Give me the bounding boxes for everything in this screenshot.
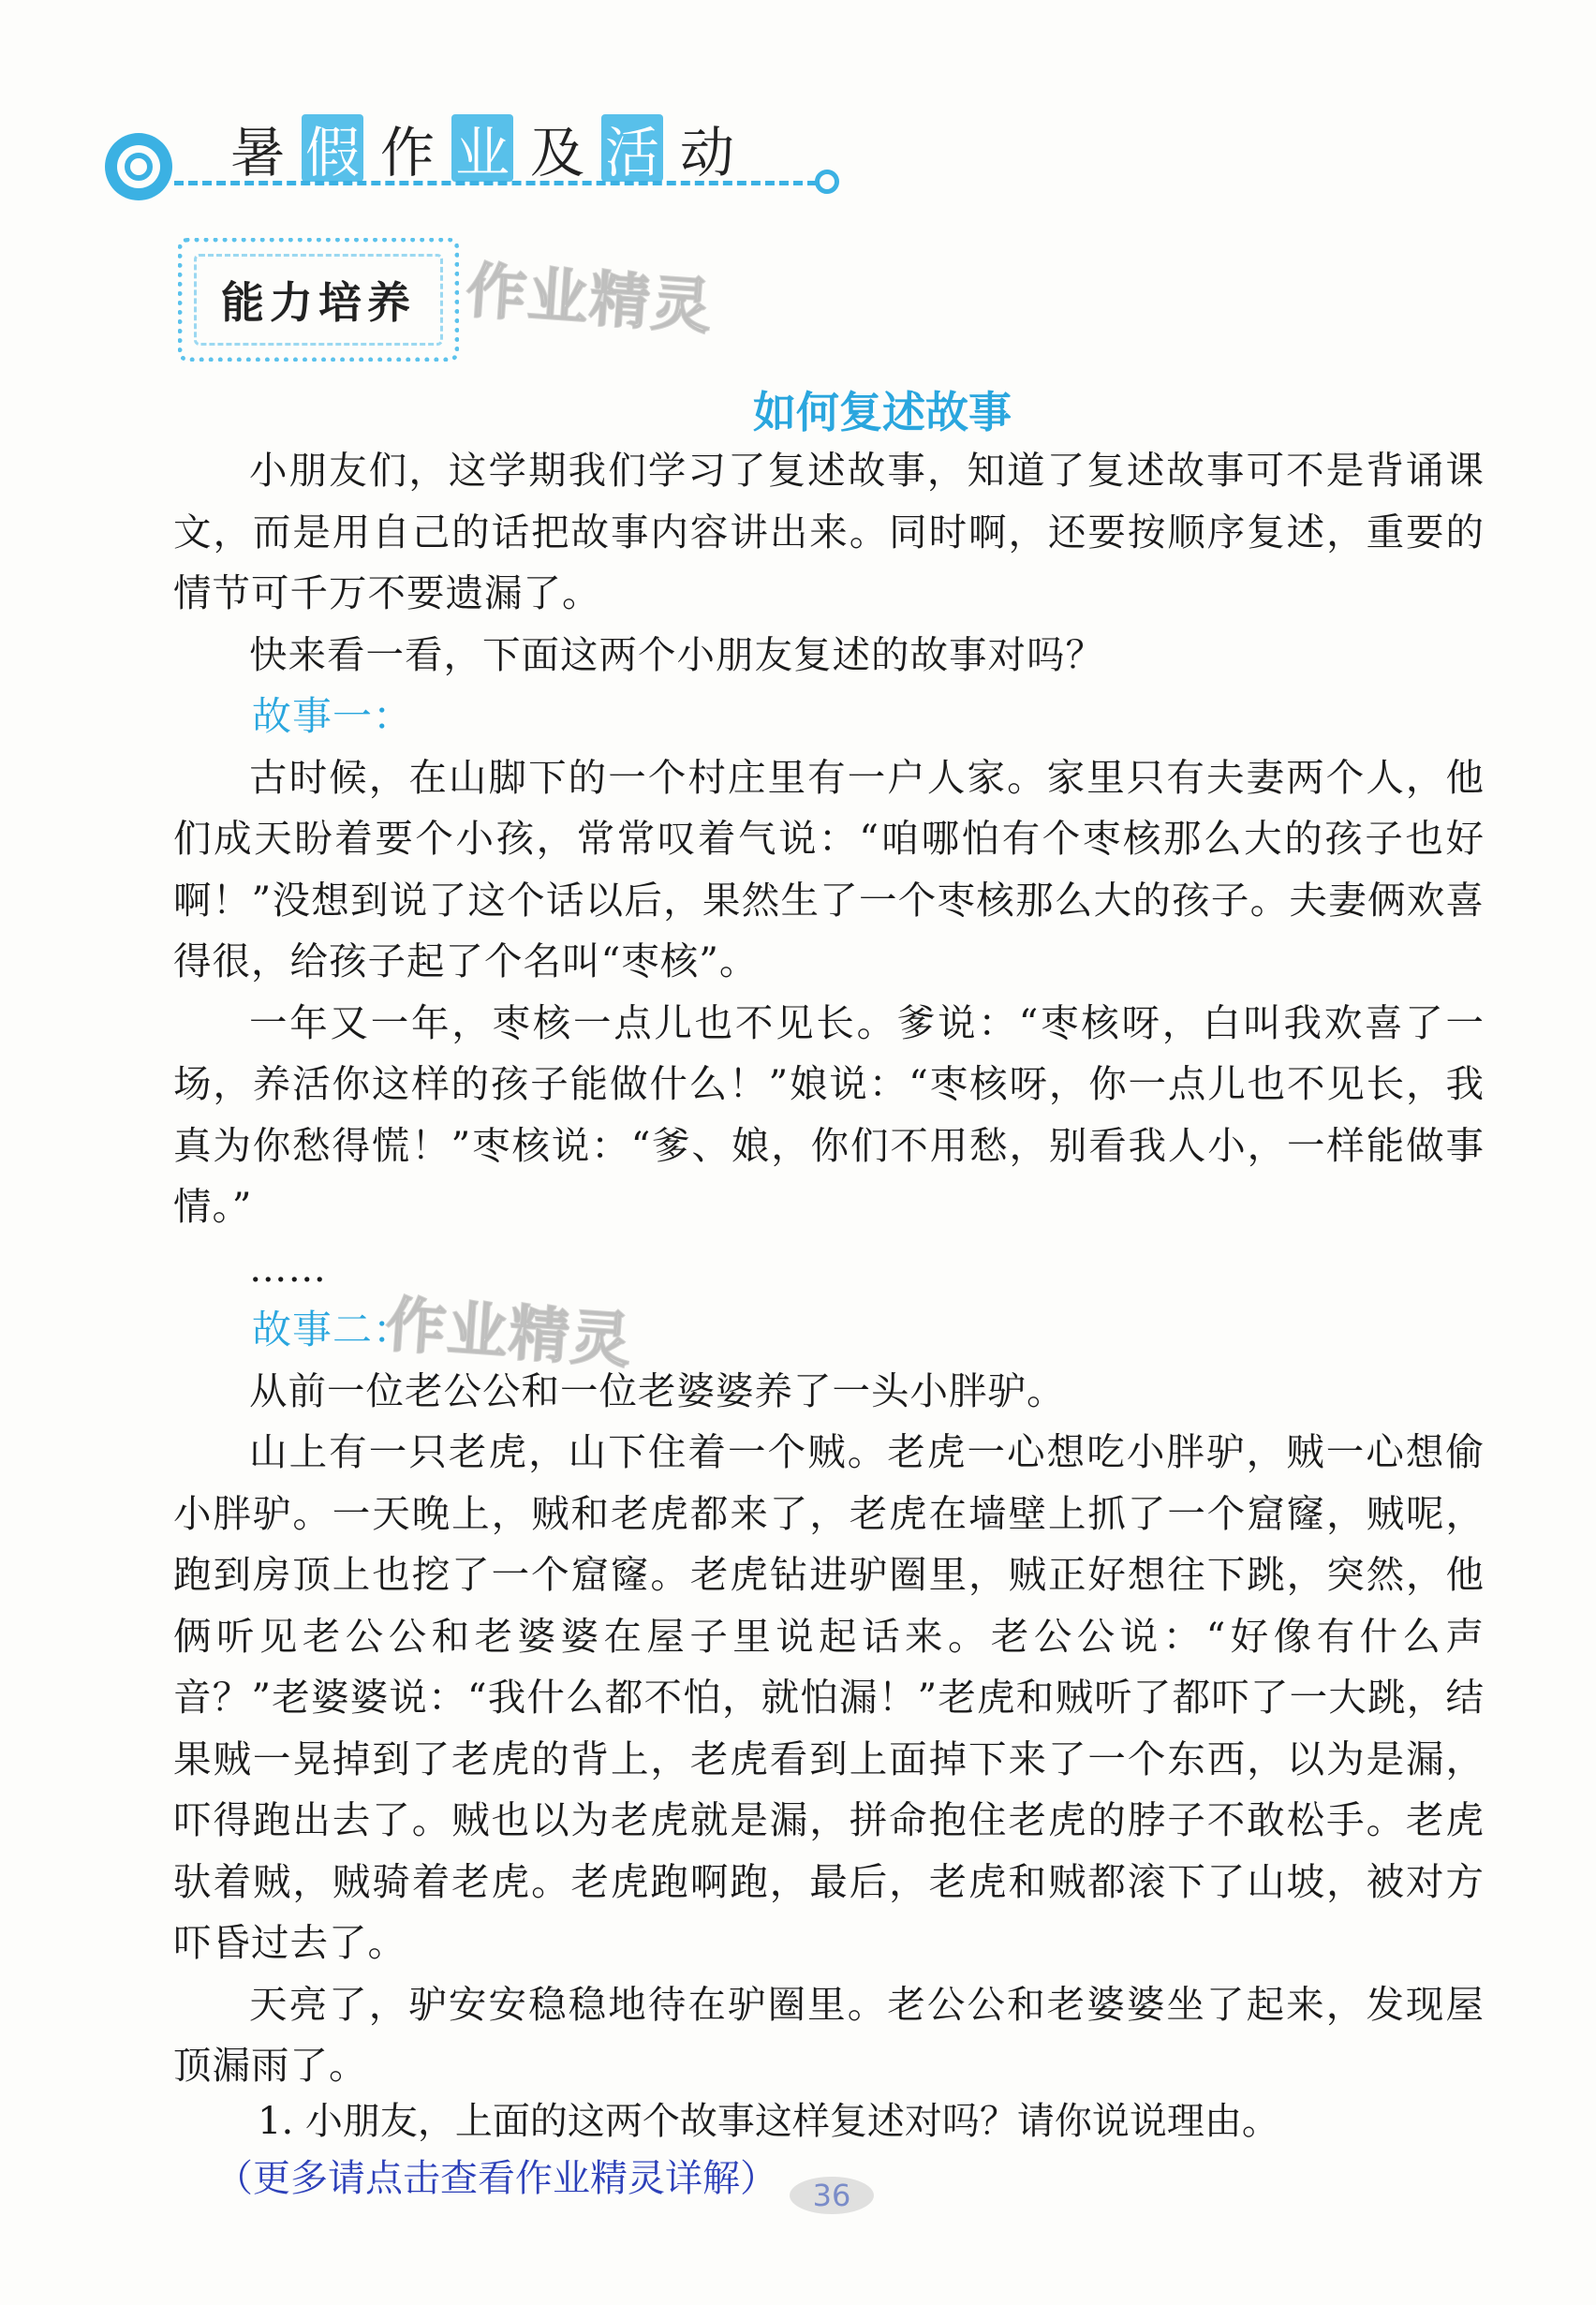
header-title: [227, 111, 738, 185]
header-char: 动: [679, 121, 734, 185]
story-two-label: 故事二：: [252, 1307, 414, 1352]
header-char: 及: [529, 121, 584, 185]
question-text: 1. 小朋友，上面的这两个故事这样复述对吗？请你说说理由。: [258, 2100, 1279, 2143]
story-one-paragraph: 古时候，在山脚下的一个村庄里有一户人家。家里只有夫妻两个人，他们成天盼着要个小孩，常常叹着气说：“咱哪怕有个枣核那么大的孩子也好啊！”没想到说了这个话以后，果然生了一个枣核那么大的孩子。夫妻俩欢喜得很，给孩子起了个名叫“枣核”。: [173, 754, 1485, 983]
story-one-label: 故事一：: [252, 693, 414, 739]
header-char-boxed: 业: [451, 114, 513, 182]
story-one-paragraph: 一年又一年，枣核一点儿也不见长。爹说：“枣核呀，白叫我欢喜了一场，养活你这样的孩子能做什么！”娘说：“枣核呀，你一点儿也不见长，我真为你愁得慌！”枣核说：“爹、娘，你们不用愁，别看我人小，一样能做事情。”: [173, 999, 1485, 1229]
article-intro: [173, 440, 1485, 2097]
watermark: 作业精灵: [464, 256, 716, 344]
watermark: 作业精灵: [383, 1290, 635, 1378]
story-two-paragraph: 从前一位老公公和一位老婆婆养了一头小胖驴。: [249, 1367, 1066, 1413]
view-details-link[interactable]: （更多请点击查看作业精灵详解）: [215, 2157, 777, 2200]
section-badge-label: 能力培养: [221, 277, 416, 328]
story-one-ellipsis: ……: [249, 1245, 327, 1291]
story-two-paragraph: 天亮了，驴安安稳稳地待在驴圈里。老公公和老婆婆坐了起来，发现屋顶漏雨了。: [173, 1981, 1485, 2088]
header-char-boxed: 假: [302, 114, 363, 182]
page-number: 36: [790, 2177, 874, 2214]
article-title: 如何复述故事: [753, 387, 1012, 437]
header-char: 作: [379, 121, 435, 185]
intro-paragraph: 小朋友们，这学期我们学习了复述故事，知道了复述故事可不是背诵课文，而是用自己的话把故事内容讲出来。同时啊，还要按顺序复述，重要的情节可千万不要遗漏了。: [173, 448, 1485, 615]
header-dashed-divider: [174, 181, 817, 185]
header-target-icon: [105, 133, 172, 200]
intro-paragraph: 快来看一看，下面这两个小朋友复述的故事对吗？: [249, 631, 1104, 677]
section-badge: [178, 238, 459, 362]
section-badge-inner: [194, 254, 443, 346]
header-char-boxed: 活: [601, 114, 663, 182]
header-char: 暑: [229, 121, 285, 185]
divider-end-circle-icon: [815, 170, 839, 194]
story-two-paragraph: 山上有一只老虎，山下住着一个贼。老虎一心想吃小胖驴，贼一心想偷小胖驴。一天晚上，贼和老虎都来了，老虎在墙壁上抓了一个窟窿，贼呢，跑到房顶上也挖了一个窟窿。老虎钻进驴圈里，贼正好想往下跳，突然，他俩听见老公公和老婆婆在屋子里说起话来。老公公说：“好像有什么声音？”老婆婆说：“我什么都不怕，就怕漏！”老虎和贼听了都吓了一大跳，结果贼一晃掉到了老虎的背上，老虎看到上面掉下来了一个东西，以为是漏，吓得跑出去了。贼也以为老虎就是漏，拼命抱住老虎的脖子不敢松手。老虎驮着贼，贼骑着老虎。老虎跑啊跑，最后，老虎和贼都滚下了山坡，被对方吓昏过去了。: [173, 1429, 1485, 1965]
